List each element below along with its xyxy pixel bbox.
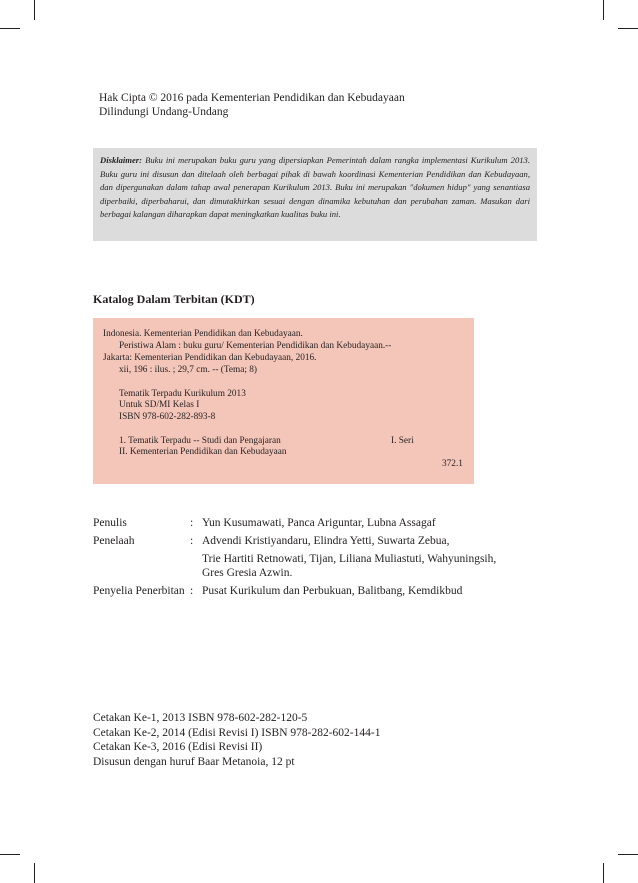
kdt-subject: II. Kementerian Pendidikan dan Kebudayaan	[119, 447, 287, 457]
typeface-line: Disusun dengan huruf Baar Metanoia, 12 pt	[93, 755, 295, 768]
credit-colon: :	[190, 535, 194, 547]
rights-line: Dilindungi Undang-Undang	[99, 106, 229, 118]
disclaimer-text	[93, 148, 537, 222]
crop-mark	[0, 854, 20, 855]
kdt-isbn: ISBN 978-602-282-893-8	[119, 412, 216, 422]
printing-line: Cetakan Ke-2, 2014 (Edisi Revisi I) ISBN 978-282-602-144-1	[93, 726, 381, 739]
credit-label: Penyelia Penerbitan	[93, 585, 185, 597]
crop-mark	[618, 28, 638, 29]
credit-label: Penelaah	[93, 535, 135, 547]
disclaimer-body: Buku ini merupakan buku guru yang dipersiapkan Pemerintah dalam rangka implementasi Kurikulum 2013. Buku guru ini disusun dan ditelaah oleh berbagai pihak di bawah koordinasi Kementerian Pendidikan dan Kebudayaan, dan dipergunakan dalam tahap awal penerapan Kurikulum 2013. Buku ini merupakan "dokumen hidup" yang senantiasa diperbaiki, diperbaharui, dan dimutakhirkan sesuai dengan dinamika kebutuhan dan perubahan zaman. Masukan dari berbagai kalangan diharapkan dapat meningkatkan kualitas buku ini.	[100, 155, 530, 220]
printing-line: Cetakan Ke-3, 2016 (Edisi Revisi II)	[93, 741, 263, 754]
credit-value: Gres Gresia Azwin.	[202, 567, 293, 579]
credit-label: Penulis	[93, 517, 127, 529]
disclaimer-box	[93, 148, 537, 241]
disclaimer-label: Disklaimer:	[100, 155, 143, 165]
crop-mark	[603, 863, 604, 883]
kdt-subject: 1. Tematik Terpadu -- Studi dan Pengajaran	[119, 436, 281, 446]
crop-mark	[603, 0, 604, 20]
kdt-series: I. Seri	[391, 436, 414, 446]
kdt-publisher: Jakarta: Kementerian Pendidikan dan Kebudayaan, 2016.	[103, 353, 317, 363]
kdt-note: Untuk SD/MI Kelas I	[119, 400, 200, 410]
credit-value: Trie Hartiti Retnowati, Tijan, Liliana Muliastuti, Wahyuningsih,	[202, 553, 497, 565]
copyright-line: Hak Cipta © 2016 pada Kementerian Pendidikan dan Kebudayaan	[99, 92, 405, 104]
kdt-call-number: 372.1	[442, 459, 463, 469]
credit-value: Yun Kusumawati, Panca Ariguntar, Lubna Assagaf	[202, 517, 436, 529]
credit-colon: :	[190, 517, 194, 529]
kdt-box	[93, 318, 474, 484]
crop-mark	[34, 0, 35, 20]
kdt-title: Peristiwa Alam : buku guru/ Kementerian Pendidikan dan Kebudayaan.--	[119, 341, 392, 351]
copyright-notice	[99, 91, 405, 119]
kdt-note: Tematik Terpadu Kurikulum 2013	[119, 389, 246, 399]
credit-value: Advendi Kristiyandaru, Elindra Yetti, Suwarta Zebua,	[202, 535, 450, 547]
kdt-author: Indonesia. Kementerian Pendidikan dan Kebudayaan.	[103, 329, 303, 339]
credit-colon: :	[190, 585, 194, 597]
printing-line: Cetakan Ke-1, 2013 ISBN 978-602-282-120-5	[93, 712, 308, 724]
crop-mark	[618, 854, 638, 855]
crop-mark	[0, 28, 20, 29]
crop-mark	[34, 863, 35, 883]
credit-value: Pusat Kurikulum dan Perbukuan, Balitbang, Kemdikbud	[202, 585, 463, 597]
kdt-physical: xii, 196 : ilus. ; 29,7 cm. -- (Tema; 8)	[119, 365, 258, 375]
printing-history	[93, 711, 380, 769]
kdt-heading: Katalog Dalam Terbitan (KDT)	[93, 292, 255, 306]
